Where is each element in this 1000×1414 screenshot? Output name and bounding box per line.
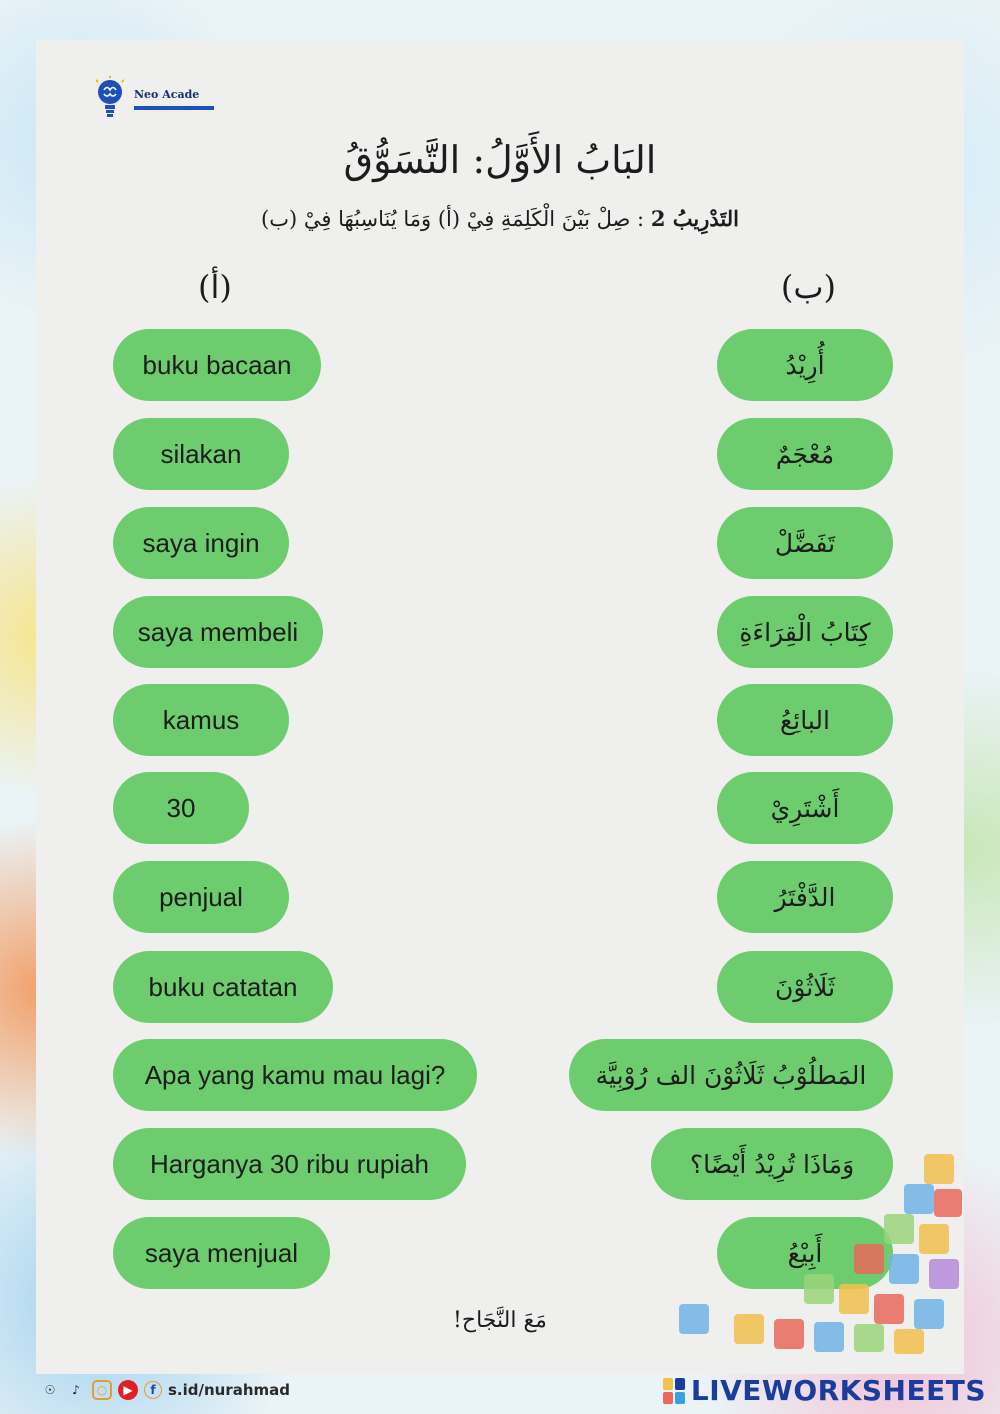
liveworksheets-wordmark: LIVEWORKSHEETS [690, 1374, 986, 1407]
liveworksheets-logo-icon [663, 1378, 685, 1404]
match-item-left[interactable]: saya ingin [113, 507, 289, 579]
match-item-right[interactable]: ثَلَاثُوْنَ [717, 951, 893, 1023]
globe-icon[interactable]: ☉ [44, 1383, 56, 1397]
match-item-right[interactable]: تَفَضَّلْ [717, 507, 893, 579]
liveworksheets-brand[interactable] [663, 1374, 986, 1407]
social-links [40, 1380, 290, 1400]
puzzle-pieces-decoration [674, 1154, 964, 1354]
instagram-icon[interactable]: ○ [92, 1380, 112, 1400]
logo-text: Neo Acade [134, 88, 200, 101]
match-item-left[interactable]: silakan [113, 418, 289, 490]
match-item-left[interactable]: 30 [113, 772, 249, 844]
closing-wish: مَعَ النَّجَاح! [453, 1308, 547, 1333]
match-item-right[interactable]: مُعْجَمٌ [717, 418, 893, 490]
lightbulb-brain-icon [96, 76, 124, 122]
youtube-icon[interactable]: ▶ [118, 1380, 138, 1400]
exercise-label: التَدْرِيبُ 2 [650, 206, 739, 231]
match-item-right[interactable]: أَبِيْعُ [717, 1217, 893, 1289]
match-item-right[interactable]: المَطلُوْبُ ثَلَاثُوْنَ الف رُوْبِيَّة [569, 1039, 893, 1111]
logo-underline [134, 106, 214, 110]
match-item-right[interactable]: كِتَابُ الْقِرَاءَةِ [717, 596, 893, 668]
social-handle[interactable]: s.id/nurahmad [168, 1381, 291, 1399]
match-item-right[interactable]: أُرِيْدُ [717, 329, 893, 401]
match-item-left[interactable]: saya membeli [113, 596, 323, 668]
match-item-left[interactable]: penjual [113, 861, 289, 933]
publisher-logo [96, 76, 246, 124]
match-item-left[interactable]: buku catatan [113, 951, 333, 1023]
match-item-right[interactable]: البائِعُ [717, 684, 893, 756]
match-item-left[interactable]: Apa yang kamu mau lagi? [113, 1039, 477, 1111]
page-title: البَابُ الأَوَّلُ: التَّسَوُّقُ [343, 138, 657, 182]
match-item-left[interactable]: Harganya 30 ribu rupiah [113, 1128, 466, 1200]
facebook-icon[interactable]: f [144, 1381, 162, 1399]
match-item-right[interactable]: أَشْتَرِيْ [717, 772, 893, 844]
column-heading-a: (أ) [198, 268, 232, 306]
tiktok-icon[interactable]: ♪ [72, 1383, 80, 1397]
match-item-left[interactable]: saya menjual [113, 1217, 330, 1289]
match-item-left[interactable]: buku bacaan [113, 329, 321, 401]
match-item-right[interactable]: وَمَاذَا تُرِيْدُ أَيْضًا؟ [651, 1128, 893, 1200]
exercise-instruction [36, 206, 964, 231]
exercise-text: : صِلْ بَيْنَ الْكَلِمَةِ فِيْ (أ) وَمَا يُنَاسِبُهَا فِيْ (ب) [261, 207, 651, 231]
column-heading-b: (ب) [780, 268, 836, 306]
match-item-left[interactable]: kamus [113, 684, 289, 756]
match-item-right[interactable]: الدَّفْتَرُ [717, 861, 893, 933]
